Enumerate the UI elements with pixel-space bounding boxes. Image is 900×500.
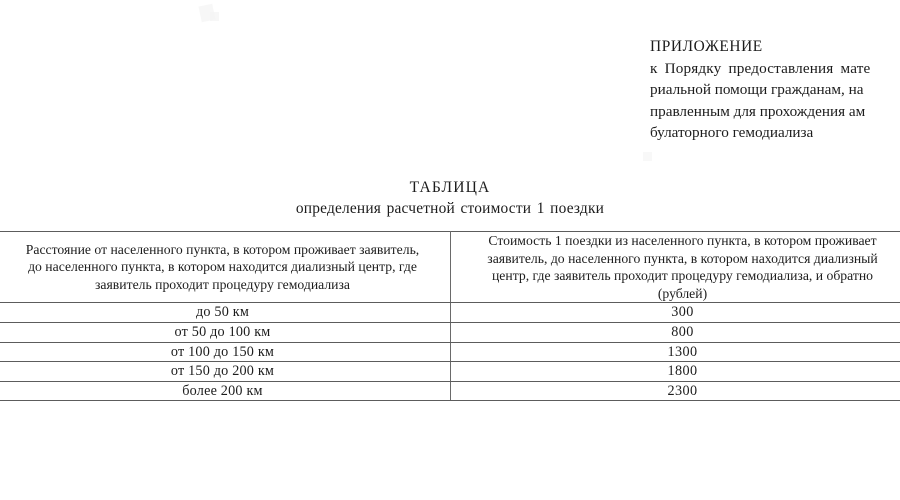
cell-distance: более 200 км — [0, 381, 451, 401]
caption-subtitle: определения расчетной стоимости 1 поездки — [295, 200, 605, 217]
scan-artifact — [643, 152, 652, 161]
table-row — [0, 322, 900, 342]
cell-cost: 2300 — [451, 381, 900, 401]
caption-title: ТАБЛИЦА — [409, 179, 491, 196]
header-cost-line-3: центр, где заявитель проходит процедуру гемодиализа, и обратно — [491, 268, 874, 284]
appendix-line-3: правленным для прохождения ам — [650, 102, 866, 120]
appendix-line-2: риальной помощи гражданам, на — [650, 81, 864, 98]
cost-table-wrapper — [0, 231, 900, 401]
header-distance-line-2: до населенного пункта, в котором находится диализный центр, где — [28, 259, 417, 275]
header-cell-cost — [451, 232, 900, 303]
table-header-row — [0, 232, 900, 303]
header-cost-line-2: заявитель, до населенного пункта, в котором находится диализный — [487, 250, 878, 266]
header-cost-line-1: Стоимость 1 поездки из населенного пункта, в котором проживает — [488, 233, 877, 248]
appendix-line-1: к Порядку предоставления мате — [650, 59, 871, 77]
table-row — [0, 381, 900, 401]
cell-distance: от 150 до 200 км — [0, 362, 451, 382]
scan-artifact — [210, 12, 219, 21]
table-row — [0, 303, 900, 323]
scan-artifact — [198, 4, 215, 23]
header-distance-line-3: заявитель проходит процедуру гемодиализа — [95, 276, 350, 292]
cell-distance: до 50 км — [0, 303, 451, 323]
table-row — [0, 342, 900, 362]
header-cell-distance — [0, 232, 451, 303]
cell-distance: от 50 до 100 км — [0, 322, 451, 342]
header-distance-line-1: Расстояние от населенного пункта, в котором проживает заявитель, — [25, 241, 420, 257]
table-caption — [0, 178, 900, 219]
cell-cost: 300 — [451, 303, 900, 323]
cost-table — [0, 231, 900, 401]
cell-cost: 1800 — [451, 362, 900, 382]
appendix-block — [650, 36, 900, 144]
cell-distance: от 100 до 150 км — [0, 342, 451, 362]
header-cost-line-4: (рублей) — [657, 285, 708, 301]
table-row — [0, 362, 900, 382]
cell-cost: 800 — [451, 322, 900, 342]
appendix-line-4: булаторного гемодиализа — [650, 124, 814, 141]
appendix-title: ПРИЛОЖЕНИЕ — [650, 38, 763, 55]
cell-cost: 1300 — [451, 342, 900, 362]
